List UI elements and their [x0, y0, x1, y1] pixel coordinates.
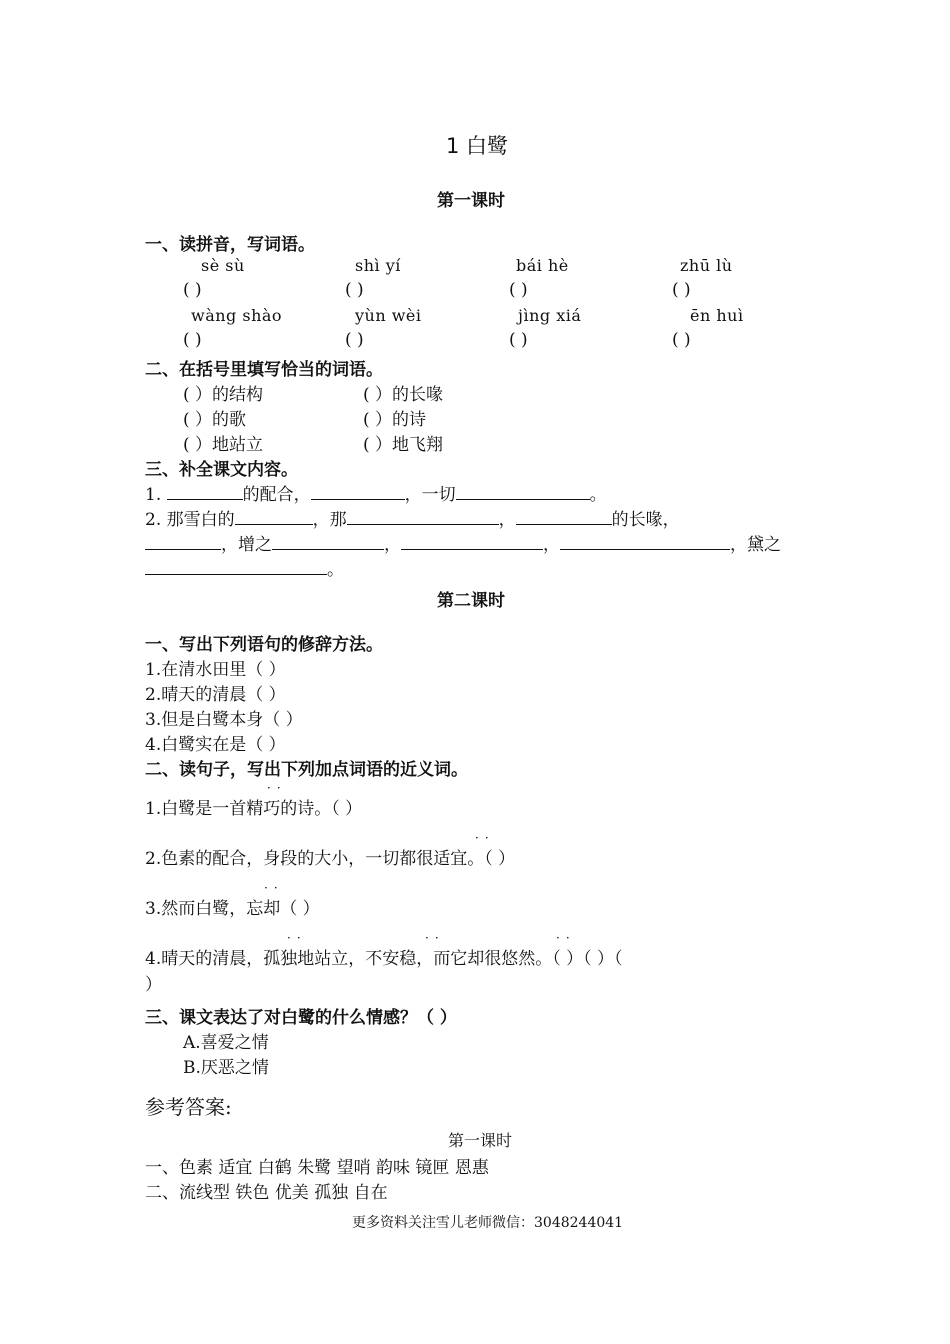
answer-paren[interactable]: ( ) — [345, 280, 364, 300]
emphasis-dots: ·· — [425, 931, 445, 945]
lesson1-heading: 第一课时 — [437, 191, 505, 211]
fill-item[interactable]: ( ）的歌 — [183, 410, 247, 430]
pinyin-7: jìng xiá — [518, 306, 582, 325]
footer-text: 更多资料关注雪儿老师微信：3048244041 — [352, 1215, 624, 1231]
q3-line2 — [145, 505, 680, 530]
q3-line1-b: 的配合， — [242, 485, 311, 505]
pinyin-2: shì yí — [355, 256, 401, 275]
answers-line2: 二、流线型 铁色 优美 孤独 自在 — [145, 1183, 388, 1203]
pinyin-5: wàng shào — [191, 306, 283, 325]
q3-line2-a: 2. 那雪白的 — [145, 510, 235, 530]
fill-blank[interactable] — [311, 483, 405, 500]
q3-line1-c: ，一切 — [404, 485, 456, 505]
option-b[interactable]: B.厌恶之情 — [183, 1058, 269, 1078]
fill-blank[interactable] — [145, 558, 327, 575]
answer-paren[interactable]: ( ) — [672, 280, 691, 300]
q3-line2-c: ， — [498, 510, 516, 530]
pinyin-6: yùn wèi — [355, 306, 422, 325]
pinyin-3: bái hè — [516, 256, 569, 275]
l1-q2-title: 二、在括号里填写恰当的词语。 — [145, 360, 383, 380]
synonym-item-wrap: ） — [145, 975, 162, 995]
fill-blank[interactable] — [516, 508, 612, 525]
emphasis-dots: ·· — [267, 781, 287, 795]
q3-line4-a: 。 — [327, 560, 344, 580]
q3-line3-c: ， — [543, 535, 560, 555]
pinyin-4: zhū lù — [680, 256, 733, 275]
fill-blank[interactable] — [347, 508, 499, 525]
fill-blank[interactable] — [235, 508, 313, 525]
q3-line1 — [145, 480, 607, 505]
l2-q1-title: 一、写出下列语句的修辞方法。 — [145, 635, 383, 655]
rhetoric-item[interactable]: 4.白鹭实在是（ ） — [145, 735, 286, 755]
emphasis-dots: ·· — [287, 931, 307, 945]
fill-item[interactable]: ( ）地站立 — [183, 435, 264, 455]
l2-q3-title[interactable]: 三、课文表达了对白鹭的什么情感？（ ） — [145, 1008, 457, 1028]
page-title: 1 白鹭 — [446, 134, 509, 158]
q3-line3-a: ，增之 — [221, 535, 272, 555]
answer-paren[interactable]: ( ) — [183, 280, 202, 300]
fill-blank[interactable] — [272, 533, 384, 550]
rhetoric-item[interactable]: 1.在清水田里（ ） — [145, 660, 286, 680]
answers-title: 参考答案: — [145, 1095, 232, 1119]
rhetoric-item[interactable]: 3.但是白鹭本身（ ） — [145, 710, 303, 730]
emphasis-dots: ·· — [264, 881, 284, 895]
synonym-item[interactable]: 1.白鹭是一首精巧的诗。（ ） — [145, 799, 363, 819]
q3-line3-d: ，黛之 — [730, 535, 781, 555]
l2-q2-title: 二、读句子，写出下列加点词语的近义词。 — [145, 760, 468, 780]
q3-line1-a: 1. — [145, 485, 162, 505]
q3-line2-d: 的长喙， — [611, 510, 680, 530]
fill-item[interactable]: ( ）的长喙 — [363, 385, 444, 405]
fill-item[interactable]: ( ）地飞翔 — [363, 435, 444, 455]
rhetoric-item[interactable]: 2.晴天的清晨（ ） — [145, 685, 286, 705]
q3-line1-d: 。 — [589, 485, 607, 505]
emphasis-dots: ·· — [475, 831, 495, 845]
q3-line2-b: ，那 — [312, 510, 347, 530]
emphasis-dots: ·· — [556, 931, 576, 945]
l1-q1-title: 一、读拼音，写词语。 — [145, 235, 315, 255]
fill-blank[interactable] — [167, 483, 243, 500]
fill-blank[interactable] — [145, 533, 221, 550]
answer-paren[interactable]: ( ) — [345, 330, 364, 350]
fill-blank[interactable] — [560, 533, 730, 550]
answers-lesson1-heading: 第一课时 — [448, 1131, 513, 1150]
answers-line1: 一、色素 适宜 白鹤 朱鹭 望哨 韵味 镜匣 恩惠 — [145, 1158, 489, 1178]
fill-item[interactable]: ( ）的诗 — [363, 410, 427, 430]
answer-paren[interactable]: ( ) — [183, 330, 202, 350]
fill-blank[interactable] — [456, 483, 590, 500]
fill-item[interactable]: ( ）的结构 — [183, 385, 264, 405]
q3-line3-b: ， — [384, 535, 401, 555]
synonym-item[interactable]: 3.然而白鹭，忘却（ ） — [145, 899, 320, 919]
q3-line4 — [145, 555, 344, 580]
answer-paren[interactable]: ( ) — [509, 330, 528, 350]
pinyin-1: sè sù — [201, 256, 245, 275]
synonym-item[interactable]: 2.色素的配合，身段的大小，一切都很适宜。（ ） — [145, 849, 516, 869]
synonym-item[interactable]: 4.晴天的清晨，孤独地站立，不安稳，而它却很悠然。（ ）（ ）（ — [145, 949, 623, 969]
option-a[interactable]: A.喜爱之情 — [183, 1033, 269, 1053]
q3-line3 — [145, 530, 781, 555]
lesson2-heading: 第二课时 — [437, 591, 505, 611]
l1-q3-title: 三、补全课文内容。 — [145, 460, 298, 480]
pinyin-8: ēn huì — [690, 306, 744, 325]
answer-paren[interactable]: ( ) — [672, 330, 691, 350]
answer-paren[interactable]: ( ) — [509, 280, 528, 300]
fill-blank[interactable] — [401, 533, 543, 550]
